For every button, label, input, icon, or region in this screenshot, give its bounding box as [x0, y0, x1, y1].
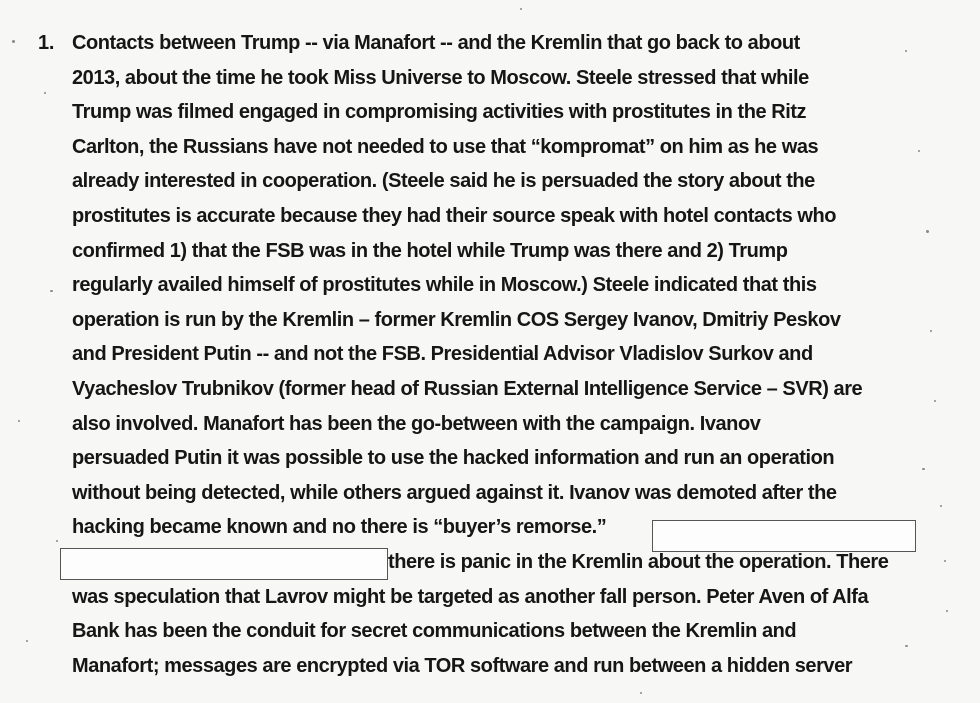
text-line-16: there is panic in the Kremlin about the operation. There — [388, 551, 889, 573]
scan-speck — [520, 8, 522, 10]
scan-speck — [940, 505, 942, 507]
text-line-17: was speculation that Lavrov might be targeted as another fall person. Peter Aven of Alfa — [72, 585, 869, 608]
scan-speck — [905, 645, 908, 647]
text-line-10: and President Putin -- and not the FSB. Presidential Advisor Vladislov Surkov and — [72, 343, 813, 366]
text-line-13: persuaded Putin it was possible to use the hacked information and run an operation — [72, 447, 835, 470]
scan-speck — [922, 468, 925, 470]
scan-speck — [18, 420, 20, 422]
list-item-number: 1. — [38, 32, 55, 54]
text-line-11: Vyacheslov Trubnikov (former head of Russian External Intelligence Service – SVR) are — [72, 378, 863, 400]
scan-speck — [56, 540, 58, 542]
text-line-3: Trump was filmed engaged in compromising activities with prostitutes in the Ritz — [72, 101, 807, 124]
scan-speck — [944, 560, 946, 562]
scan-speck — [918, 150, 920, 152]
text-line-7: confirmed 1) that the FSB was in the hotel while Trump was there and 2) Trump — [72, 239, 788, 262]
text-line-14: without being detected, while others argued against it. Ivanov was demoted after the — [72, 481, 837, 504]
text-line-2: 2013, about the time he took Miss Universe to Moscow. Steele stressed that while — [72, 66, 809, 89]
text-line-9: operation is run by the Kremlin – former Kremlin COS Sergey Ivanov, Dmitriy Peskov — [72, 308, 841, 331]
text-line-19: Manafort; messages are encrypted via TOR software and run between a hidden server — [72, 654, 853, 677]
text-line-1: Contacts between Trump -- via Manafort -- and the Kremlin that go back to about — [72, 32, 800, 54]
scan-speck — [12, 40, 15, 43]
text-line-8: regularly availed himself of prostitutes while in Moscow.) Steele indicated that this — [72, 274, 817, 297]
scan-speck — [926, 230, 929, 233]
scan-speck — [930, 330, 932, 332]
scan-speck — [934, 400, 936, 402]
scan-speck — [640, 692, 642, 694]
scan-speck — [905, 50, 907, 52]
text-line-6: prostitutes is accurate because they had their source speak with hotel contacts who — [72, 205, 836, 227]
scan-speck — [26, 640, 28, 642]
scan-speck — [946, 610, 948, 612]
text-line-18: Bank has been the conduit for secret communications between the Kremlin and — [72, 620, 797, 643]
text-line-5: already interested in cooperation. (Steele said he is persuaded the story about the — [72, 170, 815, 193]
scan-speck — [44, 92, 46, 94]
redaction-box — [60, 548, 388, 580]
text-line-12: also involved. Manafort has been the go-between with the campaign. Ivanov — [72, 412, 761, 435]
text-line-4: Carlton, the Russians have not needed to use that “kompromat” on him as he was — [72, 135, 819, 158]
scan-speck — [50, 290, 53, 292]
text-line-15: hacking became known and no there is “buyer’s remorse.” — [72, 516, 607, 539]
